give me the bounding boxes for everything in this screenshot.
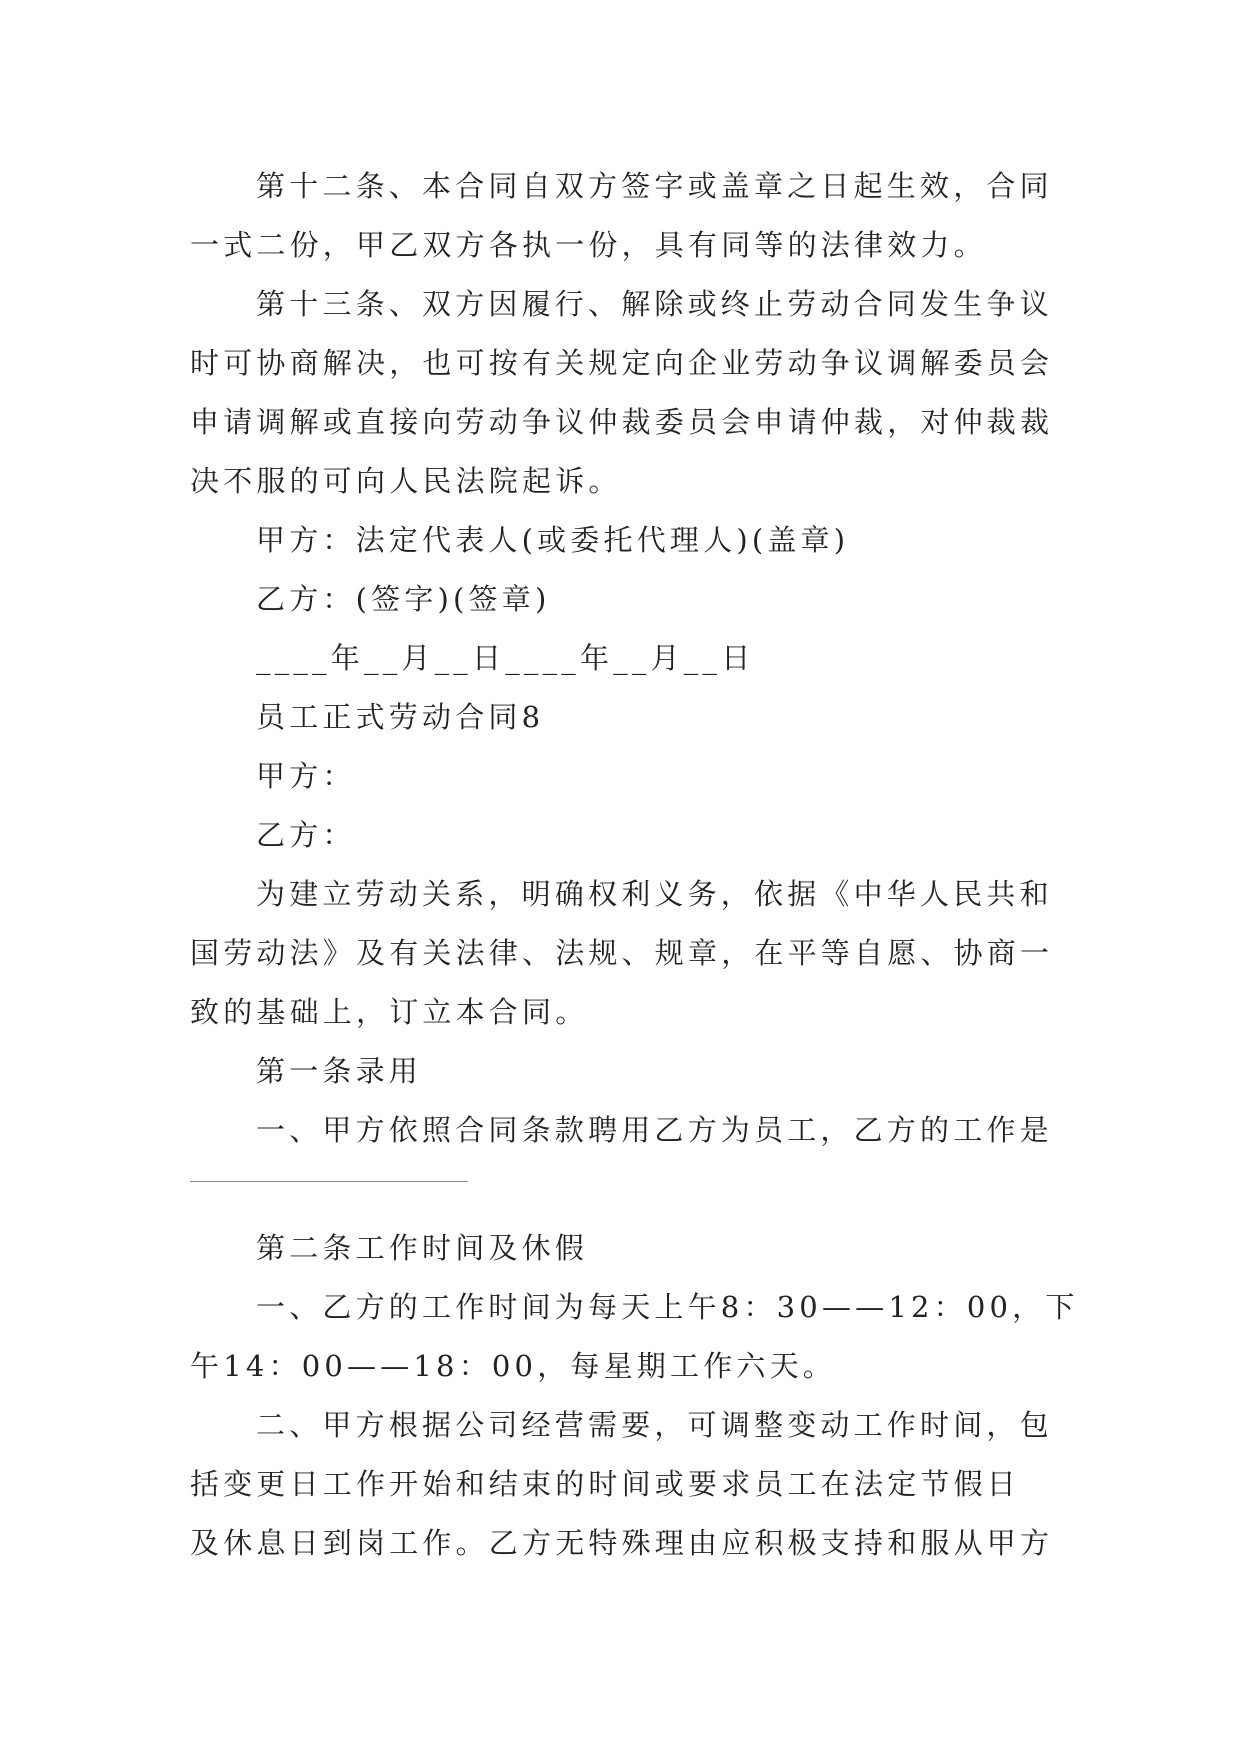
article-2-heading: 第二条工作时间及休假 — [256, 1231, 589, 1265]
signature-date-line: ____年__月__日____年__月__日 — [256, 641, 755, 675]
article-12-line-2: 一式二份，甲乙双方各执一份，具有同等的法律效力。 — [190, 228, 987, 262]
job-title-blank — [190, 1160, 1050, 1219]
article-13-line-4: 决不服的可向人民法院起诉。 — [190, 464, 622, 498]
preamble-line-2: 国劳动法》及有关法律、法规、规章，在平等自愿、协商一 — [190, 936, 1054, 970]
article-1-heading: 第一条录用 — [256, 1054, 423, 1088]
party-a-label: 甲方： — [256, 759, 356, 793]
party-b-signature-line: 乙方：(签字)(签章) — [256, 582, 551, 616]
preamble-line-1: 为建立劳动关系，明确权利义务，依据《中华人民共和 — [256, 877, 1053, 911]
contract-title: 员工正式劳动合同8 — [256, 700, 545, 734]
article-13-line-2: 时可协商解决，也可按有关规定向企业劳动争议调解委员会 — [190, 346, 1054, 380]
preamble-line-3: 致的基础上，订立本合同。 — [190, 995, 589, 1029]
article-2-clause-2-line-1: 二、甲方根据公司经营需要，可调整变动工作时间，包 — [256, 1408, 1053, 1442]
article-1-clause-1: 一、甲方依照合同条款聘用乙方为员工，乙方的工作是 — [256, 1113, 1053, 1147]
fill-in-underline — [190, 1181, 468, 1182]
party-a-signature-line: 甲方：法定代表人(或委托代理人)(盖章) — [256, 523, 850, 557]
party-b-label: 乙方： — [256, 818, 356, 852]
article-2-clause-2-line-2: 括变更日工作开始和结束的时间或要求员工在法定节假日 — [190, 1467, 1021, 1501]
article-2-clause-1-line-1: 一、乙方的工作时间为每天上午8：30——12：00，下 — [256, 1290, 1079, 1324]
article-13-line-3: 申请调解或直接向劳动争议仲裁委员会申请仲裁，对仲裁裁 — [190, 405, 1054, 439]
article-13-line-1: 第十三条、双方因履行、解除或终止劳动合同发生争议 — [256, 287, 1053, 321]
article-12-line-1: 第十二条、本合同自双方签字或盖章之日起生效，合同 — [256, 169, 1053, 203]
article-2-clause-1-line-2: 午14：00——18：00，每星期工作六天。 — [190, 1349, 837, 1383]
document-body — [190, 157, 1079, 1573]
article-2-clause-2-line-3: 及休息日到岗工作。乙方无特殊理由应积极支持和服从甲方 — [190, 1526, 1054, 1560]
